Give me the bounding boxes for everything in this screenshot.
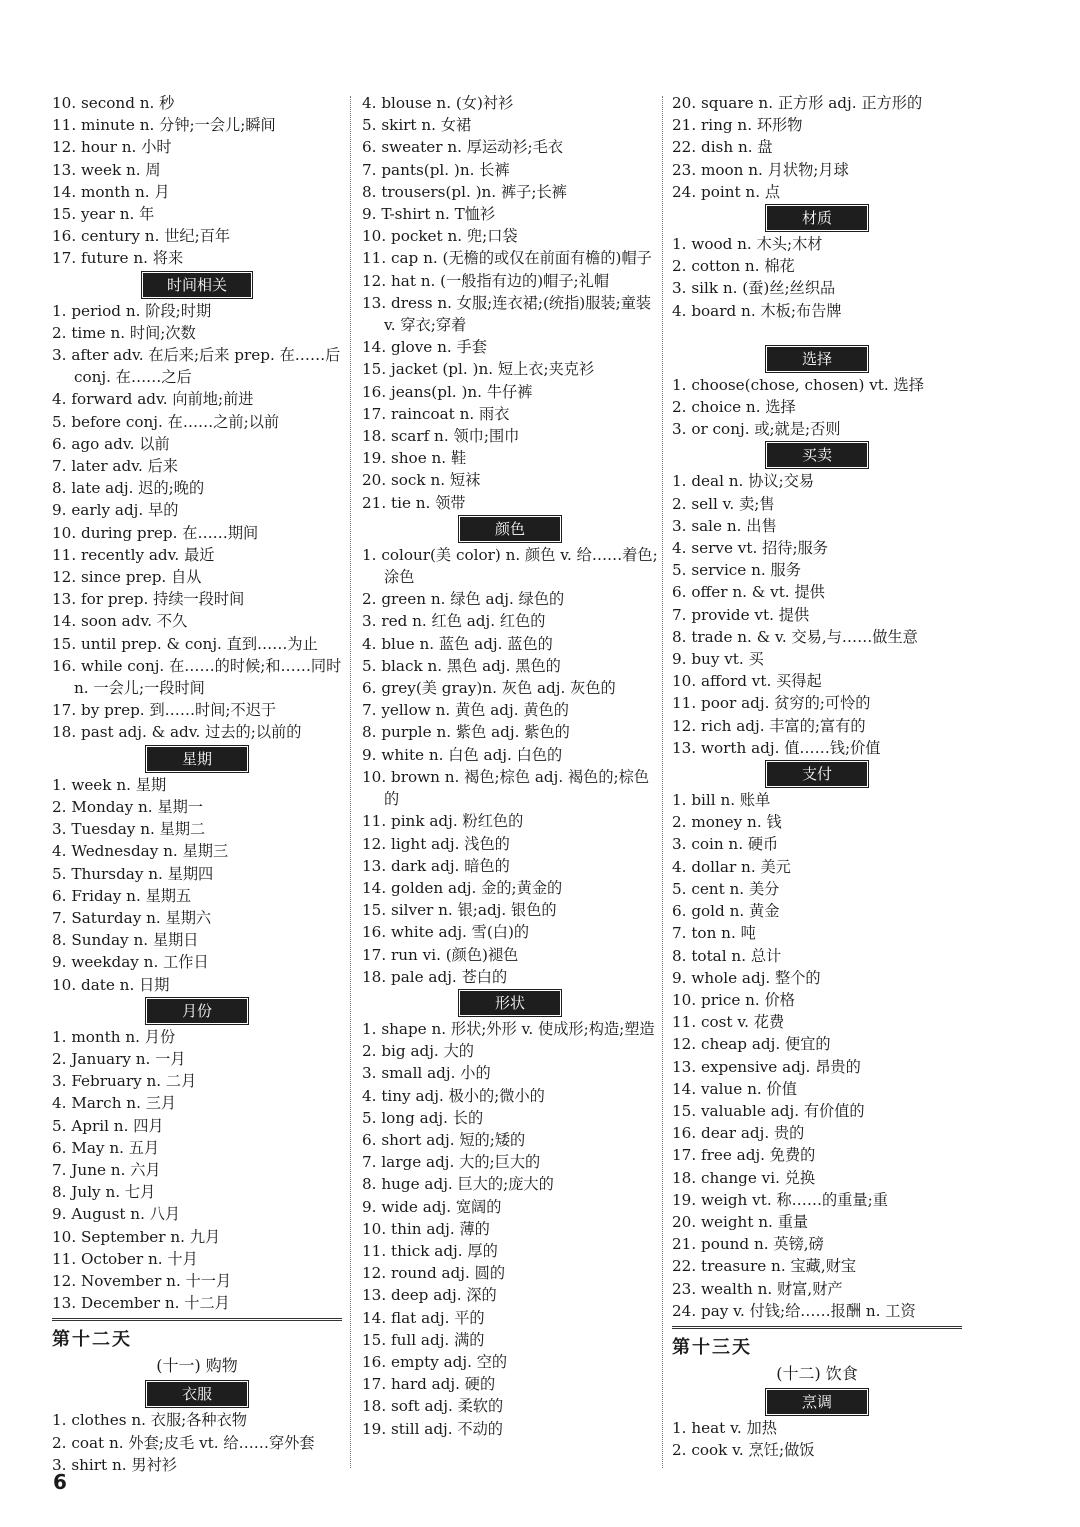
vocab-entry: 7. Saturday n. 星期六 (52, 908, 212, 927)
vocab-entry: 14. soon adv. 不久 (52, 612, 188, 631)
vocab-entry: 13. worth adj. 值……钱;价值 (672, 738, 881, 757)
unit-subtitle: (十一) 购物 (156, 1356, 238, 1376)
vocab-entry: 7. ton n. 吨 (672, 924, 756, 943)
vocab-entry: 4. Wednesday n. 星期三 (52, 842, 229, 861)
vocab-entry: 1. bill n. 账单 (672, 791, 771, 810)
vocab-entry: 1. period n. 阶段;时期 (52, 301, 212, 320)
section-heading: 形状 (460, 991, 560, 1015)
vocab-entry: 19. weigh vt. 称……的重量;重 (672, 1190, 888, 1209)
vocab-entry: 1. heat v. 加热 (672, 1418, 777, 1437)
vocab-entry: 2. January n. 一月 (52, 1049, 186, 1068)
vocab-entry: 15. jacket (pl. )n. 短上衣;夹克衫 (362, 360, 595, 379)
vocab-entry: 18. soft adj. 柔软的 (362, 1397, 504, 1416)
vocab-entry: 17. free adj. 免费的 (672, 1146, 816, 1165)
section-heading: 选择 (767, 347, 867, 371)
vocab-entry: 4. tiny adj. 极小的;微小的 (362, 1086, 545, 1105)
vocab-entry: 1. clothes n. 衣服;各种衣物 (52, 1411, 247, 1430)
vocab-entry: 3. shirt n. 男衬衫 (52, 1455, 177, 1474)
vocab-entry: 10. price n. 价格 (672, 990, 795, 1009)
day-title: 第十二天 (52, 1318, 342, 1353)
vocab-entry: 8. late adj. 迟的;晚的 (52, 479, 205, 498)
vocab-entry: 4. March n. 三月 (52, 1094, 177, 1113)
vocab-entry: 10. during prep. 在……期间 (52, 523, 259, 542)
vocab-entry: 15. valuable adj. 有价值的 (672, 1101, 865, 1120)
vocab-entry: 10. thin adj. 薄的 (362, 1219, 490, 1238)
vocab-entry: 6. gold n. 黄金 (672, 902, 780, 921)
vocab-entry: 7. provide vt. 提供 (672, 605, 810, 624)
vocab-entry: 5. cent n. 美分 (672, 879, 780, 898)
section-heading: 烹调 (767, 1390, 867, 1414)
vocab-entry: 2. money n. 钱 (672, 813, 782, 832)
vocab-entry: 5. long adj. 长的 (362, 1108, 484, 1127)
vocab-entry: 6. offer n. & vt. 提供 (672, 583, 825, 602)
vocab-entry: 18. change vi. 兑换 (672, 1168, 816, 1187)
vocab-entry: 13. dark adj. 暗色的 (362, 856, 510, 875)
vocab-entry: 6. short adj. 短的;矮的 (362, 1130, 526, 1149)
section-heading-wrap (672, 203, 962, 233)
section-heading: 材质 (767, 206, 867, 230)
section-heading-wrap (52, 1379, 342, 1409)
section-heading-wrap (672, 1387, 962, 1417)
vocab-entry: 14. golden adj. 金的;黄金的 (362, 878, 563, 897)
vocab-entry: 18. past adj. & adv. 过去的;以前的 (52, 723, 302, 742)
vocab-entry: 16. white adj. 雪(白)的 (362, 923, 530, 942)
page-number: 6 (53, 1470, 67, 1494)
section-heading: 星期 (147, 747, 247, 771)
vocab-entry: 23. moon n. 月状物;月球 (672, 160, 849, 179)
vocab-entry: 20. sock n. 短袜 (362, 471, 481, 490)
vocab-entry: 5. Thursday n. 星期四 (52, 864, 214, 883)
vocab-entry: 3. coin n. 硬币 (672, 835, 779, 854)
vocab-entry: 19. still adj. 不动的 (362, 1419, 503, 1438)
column-1 (52, 92, 342, 1476)
vocab-entry: 11. minute n. 分钟;一会儿;瞬间 (52, 116, 276, 135)
vocab-entry: 4. forward adv. 向前地;前进 (52, 390, 254, 409)
vocab-entry: 12. cheap adj. 便宜的 (672, 1035, 831, 1054)
vocab-entry: 16. century n. 世纪;百年 (52, 227, 231, 246)
vocab-entry: 2. cook v. 烹饪;做饭 (672, 1441, 815, 1460)
vocab-entry: 10. afford vt. 买得起 (672, 672, 822, 691)
vocab-entry: 2. green n. 绿色 adj. 绿色的 (362, 590, 565, 609)
vocab-entry: 11. recently adv. 最近 (52, 545, 215, 564)
vocab-entry: 8. huge adj. 巨大的;庞大的 (362, 1175, 554, 1194)
section-heading-wrap (362, 514, 658, 544)
column-divider (662, 96, 663, 1468)
vocab-entry: 15. until prep. & conj. 直到……为止 (52, 634, 318, 653)
vocab-entry: 16. jeans(pl. )n. 牛仔裤 (362, 382, 533, 401)
vocab-entry: 3. red n. 红色 adj. 红色的 (362, 612, 546, 631)
vocab-entry: 24. pay v. 付钱;给……报酬 n. 工资 (672, 1301, 916, 1320)
section-heading: 支付 (767, 762, 867, 786)
vocab-entry: 9. white n. 白色 adj. 白色的 (362, 745, 563, 764)
vocab-entry: 1. wood n. 木头;木材 (672, 235, 823, 254)
vocab-entry: 11. October n. 十月 (52, 1249, 198, 1268)
vocab-entry: 4. dollar n. 美元 (672, 857, 791, 876)
vocab-entry: 3. silk n. (蚕)丝;丝织品 (672, 279, 836, 298)
vocab-entry: 13. week n. 周 (52, 160, 161, 179)
section-heading: 买卖 (767, 443, 867, 467)
vocab-entry: 20. square n. 正方形 adj. 正方形的 (672, 94, 923, 112)
vocab-entry: 7. later adv. 后来 (52, 457, 178, 476)
column-2 (362, 92, 658, 1440)
vocab-entry: 10. second n. 秒 (52, 94, 175, 112)
vocab-entry: 3. sale n. 出售 (672, 516, 777, 535)
vocab-entry: 2. choice n. 选择 (672, 398, 796, 417)
vocab-entry: 13. for prep. 持续一段时间 (52, 590, 245, 609)
vocab-entry: 24. point n. 点 (672, 182, 781, 201)
vocab-entry: 9. whole adj. 整个的 (672, 968, 821, 987)
vocab-entry: 15. full adj. 满的 (362, 1330, 485, 1349)
vocab-entry: 17. future n. 将来 (52, 249, 184, 268)
vocab-entry: 16. dear adj. 贵的 (672, 1124, 805, 1143)
vocab-entry: 3. or conj. 或;就是;否则 (672, 420, 841, 439)
vocab-entry: 4. board n. 木板;布告牌 (672, 301, 842, 320)
vocab-entry: 12. light adj. 浅色的 (362, 834, 510, 853)
section-heading-wrap (52, 270, 342, 300)
section-heading: 月份 (147, 999, 247, 1023)
vocab-entry: 5. before conj. 在……之前;以前 (52, 412, 280, 431)
vocab-entry: 22. dish n. 盘 (672, 138, 773, 157)
vocab-entry: 9. early adj. 早的 (52, 501, 179, 520)
vocab-entry: 15. year n. 年 (52, 205, 155, 224)
vocab-entry: 18. scarf n. 领巾;围巾 (362, 427, 520, 446)
vocab-entry: 8. trade n. & v. 交易,与……做生意 (672, 627, 918, 646)
vocab-entry: 1. month n. 月份 (52, 1027, 176, 1046)
vocab-entry: 1. week n. 星期 (52, 775, 167, 794)
section-heading-wrap (362, 988, 658, 1018)
day-title: 第十三天 (672, 1326, 962, 1361)
vocab-entry: 18. pale adj. 苍白的 (362, 967, 508, 986)
spacer (672, 322, 962, 344)
vocab-entry: 2. sell v. 卖;售 (672, 494, 775, 513)
vocab-entry: 7. large adj. 大的;巨大的 (362, 1153, 541, 1172)
vocab-entry: 21. tie n. 领带 (362, 493, 466, 512)
vocab-entry: 23. wealth n. 财富,财产 (672, 1279, 843, 1298)
vocab-entry: 1. shape n. 形状;外形 v. 使成形;构造;塑造 (362, 1019, 655, 1038)
section-heading-wrap (52, 996, 342, 1026)
vocab-entry: 12. round adj. 圆的 (362, 1264, 506, 1283)
vocab-entry: 7. pants(pl. )n. 长裤 (362, 160, 510, 179)
vocab-entry: 5. black n. 黑色 adj. 黑色的 (362, 656, 561, 675)
vocab-entry: 20. weight n. 重量 (672, 1212, 809, 1231)
vocab-entry: 4. blue n. 蓝色 adj. 蓝色的 (362, 634, 553, 653)
section-heading: 衣服 (147, 1382, 247, 1406)
vocab-entry: 14. flat adj. 平的 (362, 1308, 485, 1327)
vocab-entry: 8. trousers(pl. )n. 裤子;长裤 (362, 182, 567, 201)
section-heading-wrap (672, 344, 962, 374)
vocab-entry: 22. treasure n. 宝藏,财宝 (672, 1257, 857, 1276)
vocab-entry: 15. silver n. 银;adj. 银色的 (362, 901, 557, 920)
vocab-entry: 14. month n. 月 (52, 182, 170, 201)
section-heading: 颜色 (460, 517, 560, 541)
vocab-entry: 21. pound n. 英镑,磅 (672, 1235, 824, 1254)
vocab-entry: 2. cotton n. 棉花 (672, 257, 795, 276)
vocab-entry: 3. Tuesday n. 星期二 (52, 820, 206, 839)
vocab-entry: 13. deep adj. 深的 (362, 1286, 497, 1305)
vocab-entry: 14. value n. 价值 (672, 1079, 797, 1098)
vocab-entry: 12. hat n. (一般指有边的)帽子;礼帽 (362, 271, 610, 290)
vocab-entry: 13. dress n. 女服;连衣裙;(统指)服装;童装 v. 穿衣;穿着 (362, 293, 652, 335)
vocab-entry: 4. serve vt. 招待;服务 (672, 539, 828, 558)
vocab-entry: 6. May n. 五月 (52, 1138, 160, 1157)
vocab-entry: 8. Sunday n. 星期日 (52, 931, 199, 950)
vocab-entry: 5. service n. 服务 (672, 561, 801, 580)
vocab-entry: 17. run vi. (颜色)褪色 (362, 945, 519, 964)
vocab-entry: 2. time n. 时间;次数 (52, 323, 196, 342)
vocab-entry: 4. blouse n. (女)衬衫 (362, 94, 514, 112)
vocab-entry: 12. since prep. 自从 (52, 568, 202, 587)
vocab-entry: 17. hard adj. 硬的 (362, 1375, 496, 1394)
vocab-entry: 12. rich adj. 丰富的;富有的 (672, 716, 866, 735)
vocab-entry: 1. choose(chose, chosen) vt. 选择 (672, 375, 924, 394)
vocab-entry: 11. thick adj. 厚的 (362, 1241, 498, 1260)
vocab-entry: 3. February n. 二月 (52, 1072, 197, 1091)
vocab-entry: 12. November n. 十一月 (52, 1271, 232, 1290)
vocab-entry: 2. coat n. 外套;皮毛 vt. 给……穿外套 (52, 1433, 315, 1452)
vocab-entry: 6. ago adv. 以前 (52, 434, 170, 453)
unit-subtitle: (十二) 饮食 (776, 1363, 858, 1383)
vocab-entry: 16. empty adj. 空的 (362, 1352, 508, 1371)
vocab-entry: 9. wide adj. 宽阔的 (362, 1197, 502, 1216)
vocab-entry: 8. purple n. 紫色 adj. 紫色的 (362, 723, 570, 742)
vocab-entry: 14. glove n. 手套 (362, 338, 487, 357)
vocab-entry: 6. grey(美 gray)n. 灰色 adj. 灰色的 (362, 679, 616, 698)
vocab-entry: 11. cost v. 花费 (672, 1013, 785, 1032)
section-heading-wrap (52, 744, 342, 774)
vocab-entry: 13. December n. 十二月 (52, 1294, 230, 1313)
vocab-entry: 19. shoe n. 鞋 (362, 449, 467, 468)
vocab-entry: 11. poor adj. 贫穷的;可怜的 (672, 694, 871, 713)
vocab-entry: 9. August n. 八月 (52, 1205, 181, 1224)
vocab-entry: 12. hour n. 小时 (52, 138, 172, 157)
vocab-entry: 7. June n. 六月 (52, 1160, 161, 1179)
vocab-entry: 9. weekday n. 工作日 (52, 953, 209, 972)
vocab-entry: 10. brown n. 褐色;棕色 adj. 褐色的;棕色的 (362, 767, 650, 809)
vocab-entry: 17. raincoat n. 雨衣 (362, 404, 510, 423)
vocab-entry: 6. Friday n. 星期五 (52, 886, 192, 905)
vocab-entry: 8. July n. 七月 (52, 1183, 156, 1202)
vocab-entry: 2. Monday n. 星期一 (52, 797, 203, 816)
vocab-entry: 9. T-shirt n. T恤衫 (362, 205, 496, 224)
vocab-entry: 10. pocket n. 兜;口袋 (362, 227, 518, 246)
vocab-entry: 2. big adj. 大的 (362, 1042, 474, 1061)
column-divider (350, 96, 351, 1468)
vocab-entry: 16. while conj. 在……的时候;和……同时 n. 一会儿;一段时间 (52, 656, 342, 698)
vocab-entry: 9. buy vt. 买 (672, 650, 764, 669)
vocab-entry: 11. pink adj. 粉红色的 (362, 812, 524, 831)
vocab-entry: 5. skirt n. 女裙 (362, 116, 472, 135)
vocab-entry: 10. date n. 日期 (52, 975, 170, 994)
vocab-entry: 13. expensive adj. 昂贵的 (672, 1057, 861, 1076)
vocab-entry: 17. by prep. 到……时间;不迟于 (52, 701, 277, 720)
vocab-entry: 6. sweater n. 厚运动衫;毛衣 (362, 138, 564, 157)
vocab-entry: 8. total n. 总计 (672, 946, 782, 965)
vocab-entry: 1. colour(美 color) n. 颜色 v. 给……着色;涂色 (362, 545, 658, 587)
vocab-entry: 7. yellow n. 黄色 adj. 黄色的 (362, 701, 569, 720)
vocab-entry: 3. small adj. 小的 (362, 1064, 491, 1083)
vocab-entry: 1. deal n. 协议;交易 (672, 472, 815, 491)
section-heading-wrap (672, 440, 962, 470)
column-3 (672, 92, 962, 1461)
vocab-entry: 10. September n. 九月 (52, 1227, 221, 1246)
vocab-entry: 21. ring n. 环形物 (672, 116, 803, 135)
vocab-entry: 5. April n. 四月 (52, 1116, 164, 1135)
section-heading-wrap (672, 759, 962, 789)
vocab-entry: 3. after adv. 在后来;后来 prep. 在……后 conj. 在……之后 (52, 346, 341, 387)
vocab-entry: 11. cap n. (无檐的或仅在前面有檐的)帽子 (362, 249, 652, 268)
section-heading: 时间相关 (143, 273, 251, 297)
